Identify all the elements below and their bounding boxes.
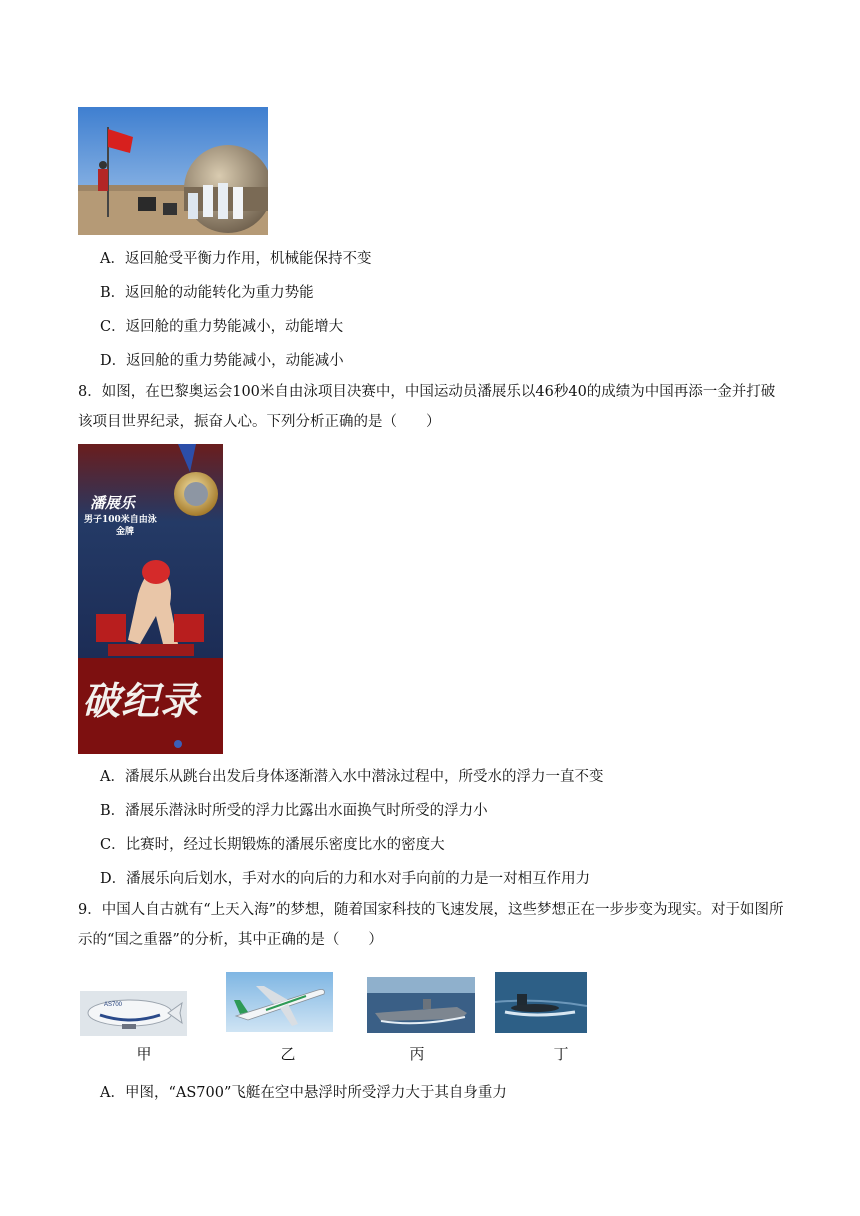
- poster-event: 男子100米自由泳: [84, 515, 157, 525]
- q7-option-d: D．返回舱的重力势能减小，动能减小: [100, 353, 344, 369]
- poster-medal: 金牌: [116, 527, 135, 537]
- airship-label: AS700: [104, 1002, 123, 1008]
- submarine-photo: [495, 972, 587, 1033]
- q8-option-b: B．潘展乐潜泳时所受的浮力比露出水面换气时所受的浮力小: [100, 803, 488, 819]
- poster-slogan: 破纪录: [82, 678, 200, 723]
- caption-ding: 丁: [553, 1045, 569, 1063]
- q7-option-b: B．返回舱的动能转化为重力势能: [100, 285, 314, 301]
- q7-option-a: A．返回舱受平衡力作用，机械能保持不变: [100, 251, 372, 267]
- swimmer-record-poster: [78, 444, 223, 754]
- q7-option-c: C．返回舱的重力势能减小，动能增大: [100, 319, 344, 335]
- q8-stem: 8．如图，在巴黎奥运会100米自由泳项目决赛中，中国运动员潘展乐以46秒40的成绩为中国再添一金并打破该项目世界纪录，振奋人心。下列分析正确的是（ ）: [78, 384, 776, 430]
- q9-option-a: A．甲图，“AS700”飞艇在空中悬浮时所受浮力大于其自身重力: [100, 1085, 507, 1101]
- caption-bing: 丙: [409, 1045, 425, 1063]
- airliner-photo: [226, 972, 333, 1032]
- poster-athlete-name: 潘展乐: [90, 494, 136, 512]
- q9-stem: 9．中国人自古就有“上天入海”的梦想，随着国家科技的飞速发展，这些梦想正在一步步变为现实。对于如图所示的“国之重器”的分析，其中正确的是（ ）: [78, 902, 784, 948]
- q8-option-c: C．比赛时，经过长期锻炼的潘展乐密度比水的密度大: [100, 837, 445, 853]
- q8-option-d: D．潘展乐向后划水，手对水的向后的力和水对手向前的力是一对相互作用力: [100, 871, 591, 887]
- caption-jia: 甲: [136, 1045, 152, 1063]
- capsule-landing-photo: [78, 107, 268, 235]
- airship-photo: [80, 991, 187, 1036]
- caption-yi: 乙: [280, 1045, 296, 1063]
- q8-option-a: A．潘展乐从跳台出发后身体逐渐潜入水中潜泳过程中，所受水的浮力一直不变: [100, 769, 604, 785]
- aircraft-carrier-photo: [367, 977, 475, 1033]
